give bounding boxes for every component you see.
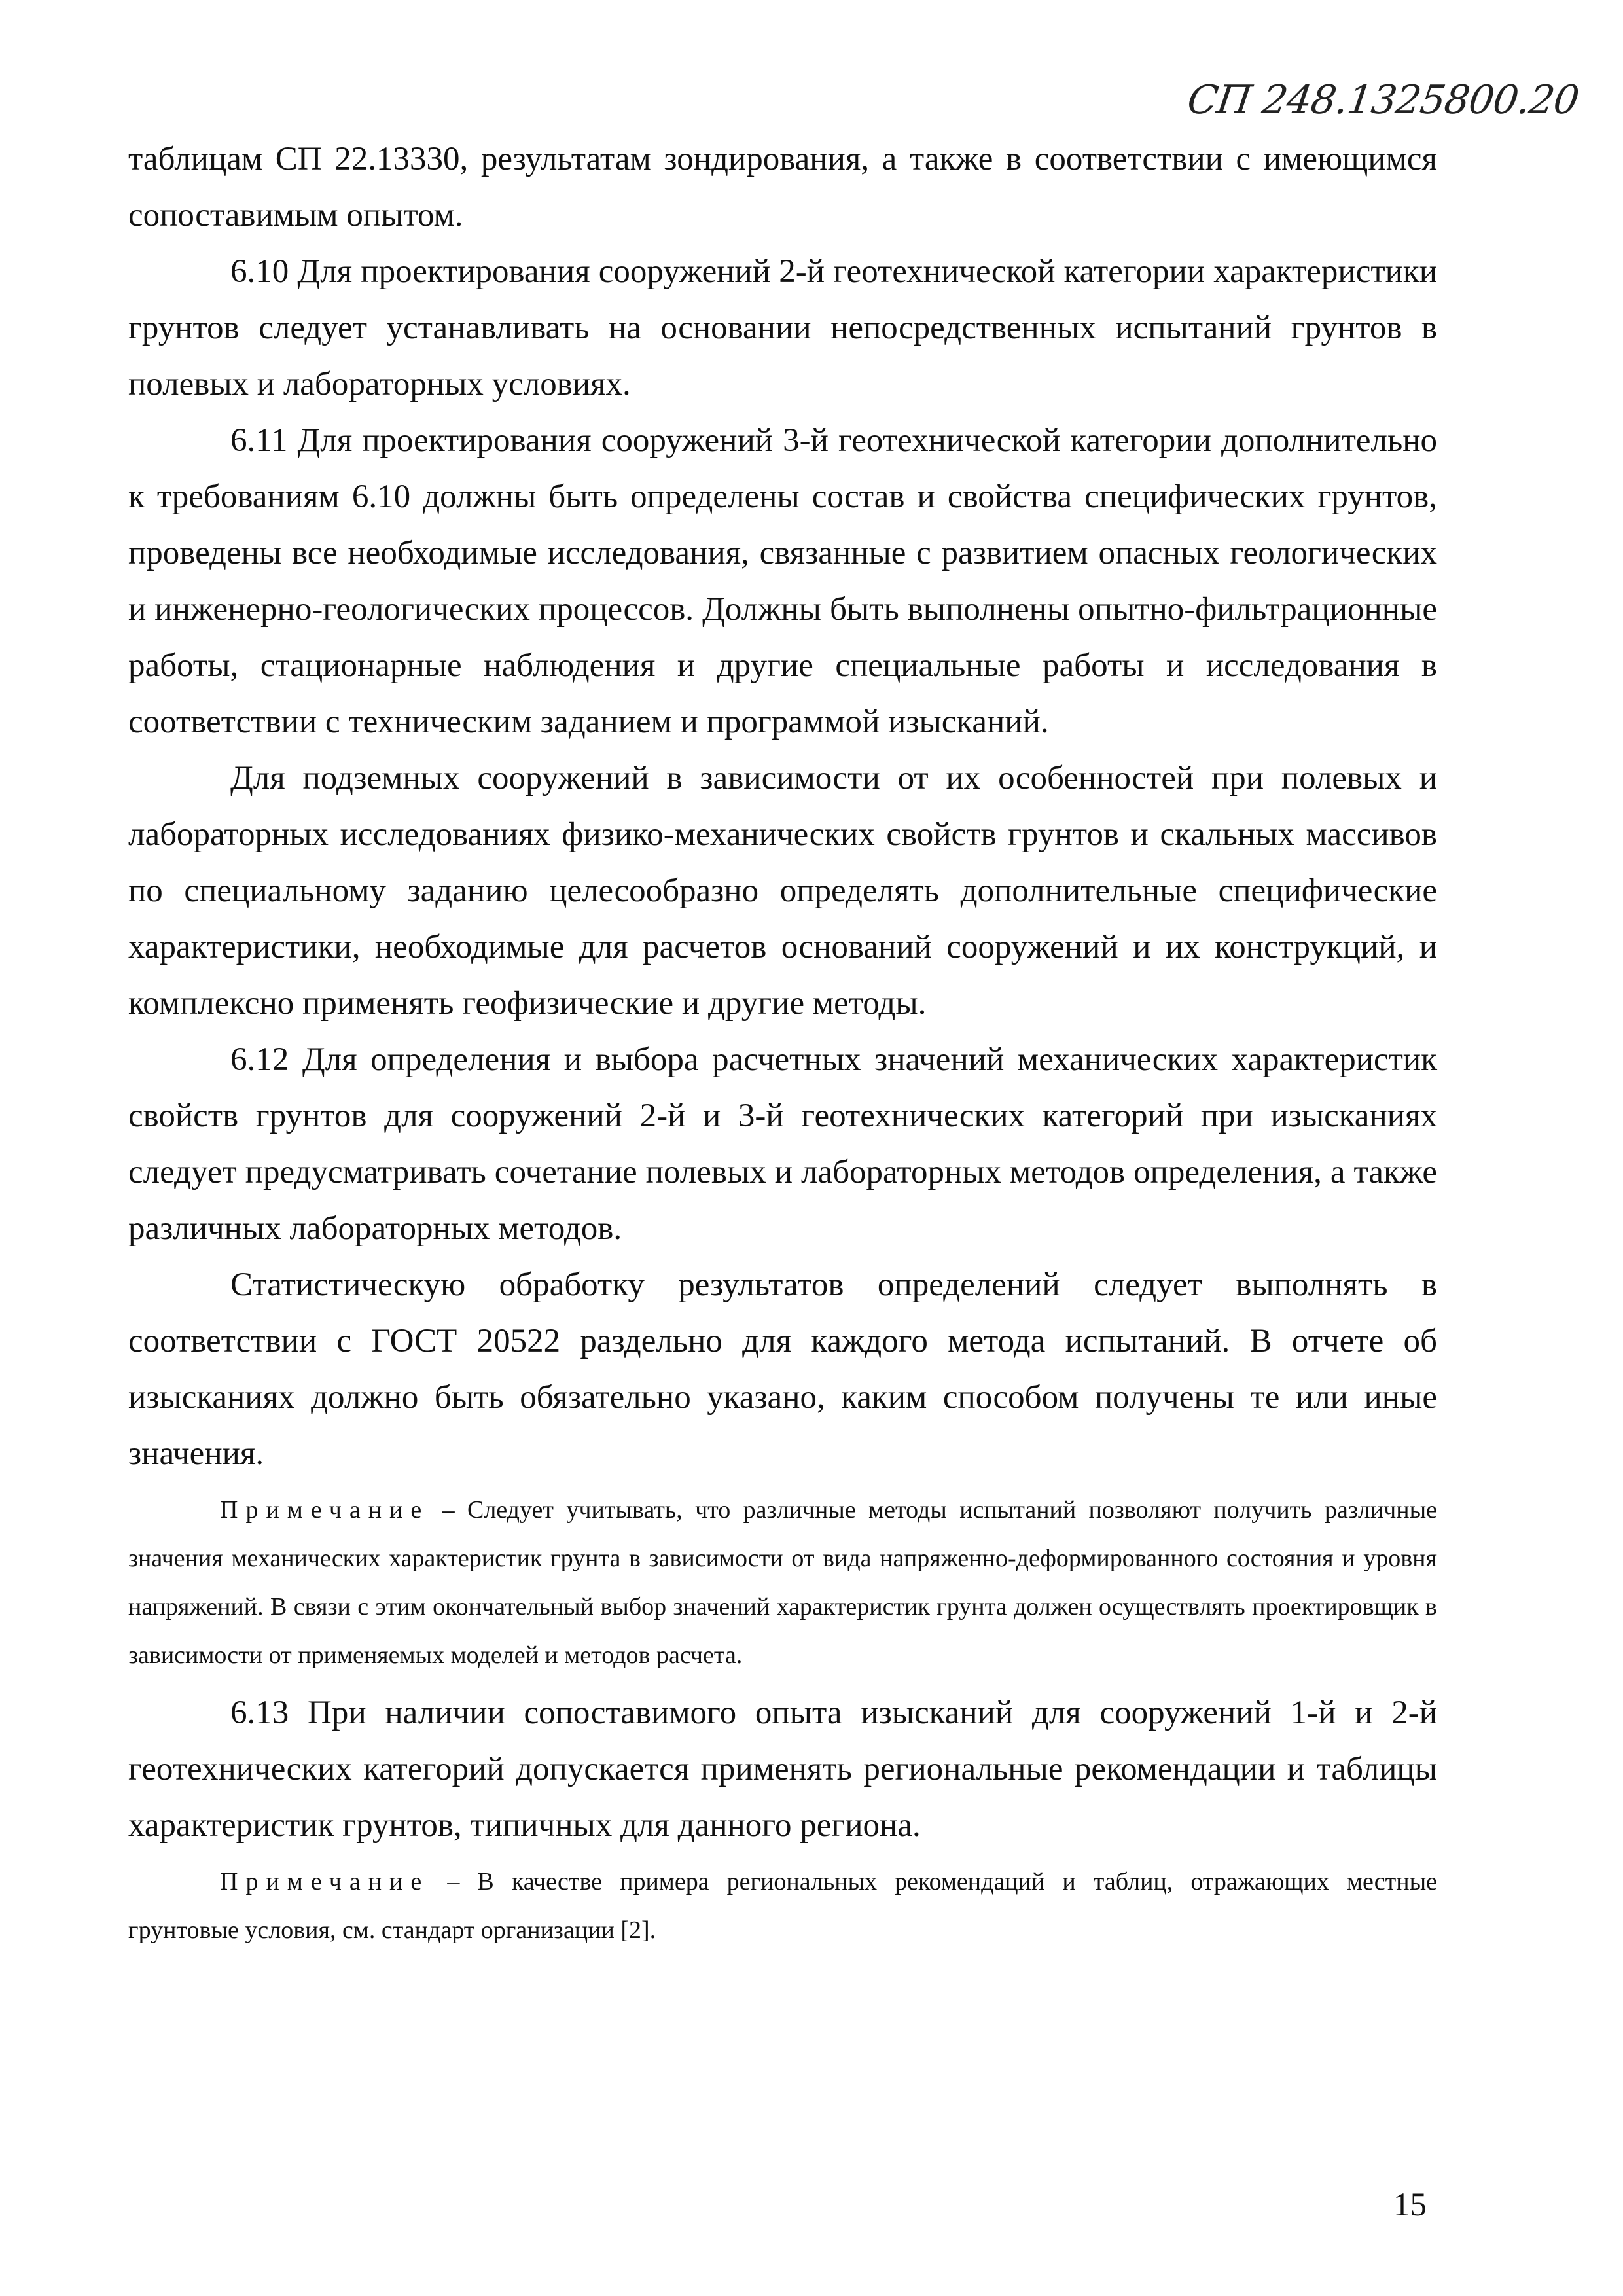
note-text: – В качестве примера региональных рекомендаций и таблиц, отражающих местные грунтовые условия, см. стандарт организации [2]. xyxy=(128,1868,1437,1944)
note-text: – Следует учитывать, что различные методы испытаний позволяют получить различные значения механических характеристик грунта в зависимости от вида напряженно-деформированного состояния и уровня напряжений. В связи с этим окончательный выбор значений характеристик грунта должен осуществлять проектировщик в зависимости от применяемых моделей и методов расчета. xyxy=(128,1496,1437,1669)
paragraph-continuation: таблицам СП 22.13330, результатам зондирования, а также в соответствии с имеющимся сопоставимым опытом. xyxy=(128,141,1437,234)
paragraph-6-11: 6.11 Для проектирования сооружений 3-й геотехнической категории дополнительно к требованиям 6.10 должны быть определены состав и свойства специфических грунтов, проведены все необходимые исследования, связанные с развитием опасных геологических и инженерно-геологических процессов. Должны быть выполнены опытно-фильтрационные работы, стационарные наблюдения и другие специальные работы и исследования в соответствии с техническим заданием и программой изысканий. xyxy=(128,422,1437,740)
paragraph-6-10: 6.10 Для проектирования сооружений 2-й геотехнической категории характеристики грунтов следует устанавливать на основании непосредственных испытаний грунтов в полевых и лабораторных условиях. xyxy=(128,253,1437,403)
note-label: Примечание xyxy=(220,1868,430,1895)
paragraph-6-13: 6.13 При наличии сопоставимого опыта изысканий для сооружений 1-й и 2-й геотехнических категорий допускается применять региональные рекомендации и таблицы характеристик грунтов, типичных для данного региона. xyxy=(128,1695,1437,1844)
note-2 xyxy=(128,1857,1437,1954)
note-1 xyxy=(128,1486,1437,1679)
body-text xyxy=(128,131,1437,1960)
document-code-handwritten: СП 248.1325800.20 xyxy=(1185,77,1582,123)
paragraph-underground-structures: Для подземных сооружений в зависимости от их особенностей при полевых и лабораторных исследованиях физико-механических свойств грунтов и скальных массивов по специальному заданию целесообразно определять дополнительные специфические характеристики, необходимые для расчетов оснований сооружений и их конструкций, и комплексно применять геофизические и другие методы. xyxy=(128,760,1437,1022)
page-number: 15 xyxy=(1393,2187,1427,2223)
note-label: Примечание xyxy=(220,1496,430,1524)
paragraph-6-12: 6.12 Для определения и выбора расчетных значений механических характеристик свойств грунтов для сооружений 2-й и 3-й геотехнических категорий при изысканиях следует предусматривать сочетание полевых и лабораторных методов определения, а также различных лабораторных методов. xyxy=(128,1041,1437,1247)
paragraph-statistical-processing: Статистическую обработку результатов определений следует выполнять в соответствии с ГОСТ 20522 раздельно для каждого метода испытаний. В отчете об изысканиях должно быть обязательно указано, каким способом получены те или иные значения. xyxy=(128,1266,1437,1472)
